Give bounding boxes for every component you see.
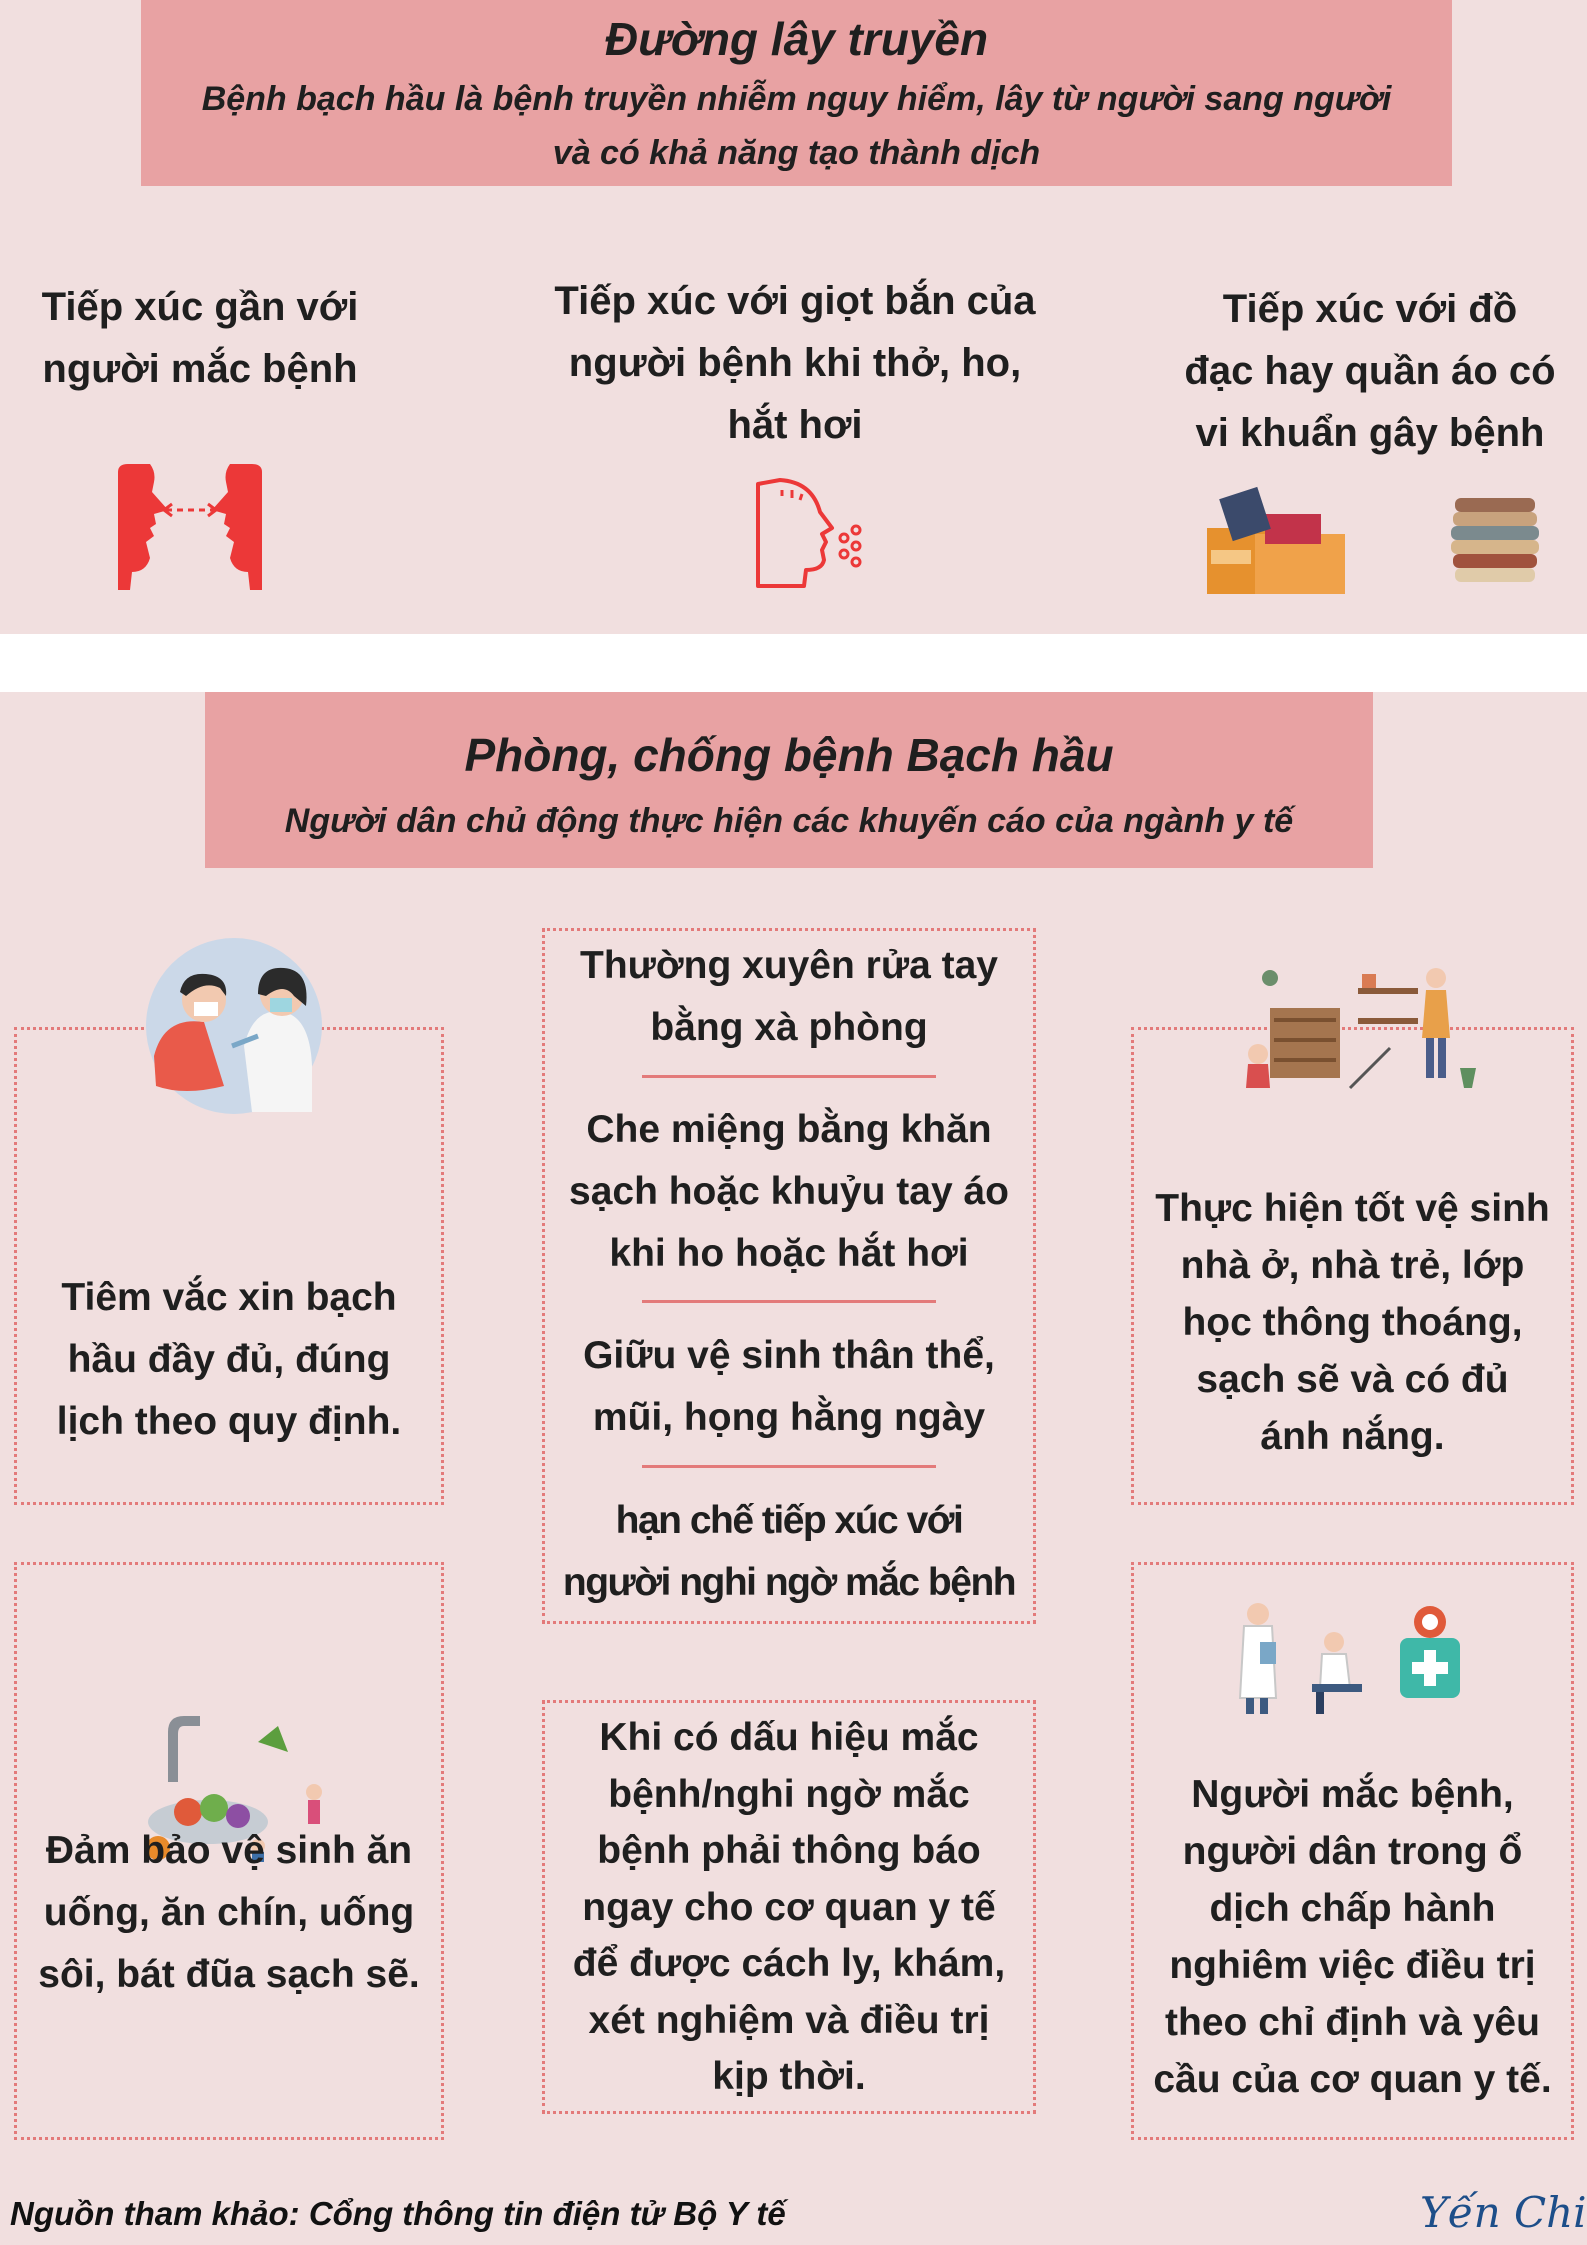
prevention-title: Phòng, chống bệnh Bạch hầu [464,729,1114,781]
vaccine-text: Tiêm vắc xin bạch hầu đầy đủ, đúng lịch theo quy định. [56,1276,402,1443]
hygiene-item-cover-mouth: Che miệng bằng khăn sạch hoặc khuỷu tay áo khi ho hoặc hắt hơi [569,1108,1009,1275]
transmission-title: Đường lây truyền [604,13,989,65]
hygiene-item-body: Giữu vệ sinh thân thể, mũi, họng hằng ngày [583,1334,995,1439]
hygiene-item-limit-contact: hạn chế tiếp xúc với người nghi ngờ mắc bệnh [562,1499,1016,1604]
route-objects: Tiếp xúc với đồ đạc hay quần áo có vi khuẩn gây bệnh [1184,287,1556,455]
vaccination-icon [134,936,334,1116]
sneeze-face-icon [752,476,872,590]
cleaning-house-icon [1240,958,1480,1098]
transmission-banner [141,0,1452,186]
section-gap [0,634,1587,692]
hygiene-item-handwash: Thường xuyên rửa tay bằng xà phòng [580,944,998,1049]
divider [642,1300,936,1303]
transmission-subtitle-1: Bệnh bạch hầu là bệnh truyền nhiễm nguy hiểm, lây từ người sang người [201,80,1392,118]
route-close-contact: Tiếp xúc gần với người mắc bệnh [41,285,359,391]
divider [642,1075,936,1078]
two-faces-icon [110,462,270,592]
author-signature: Yến Chi [1420,2188,1587,2237]
food-hygiene-text: Đảm bảo vệ sinh ăn uống, ăn chín, uống sôi, bát đũa sạch sẽ. [38,1829,420,1996]
home-hygiene-text: Thực hiện tốt vệ sinh nhà ở, nhà trẻ, lớp học thông thoáng, sạch sẽ và có đủ ánh nắng. [1155,1187,1550,1458]
divider [642,1465,936,1468]
boxes-clothes-icon [1205,478,1545,600]
treatment-text: Người mắc bệnh, người dân trong ổ dịch chấp hành nghiêm việc điều trị theo chỉ định và yêu cầu của cơ quan y tế. [1153,1773,1552,2101]
source-citation: Nguồn tham khảo: Cổng thông tin điện tử Bộ Y tế [10,2195,786,2232]
prevention-subtitle: Người dân chủ động thực hiện các khuyến cáo của ngành y tế [284,802,1294,840]
doctor-patient-icon [1230,1598,1470,1718]
route-droplets: Tiếp xúc với giọt bắn của người bệnh khi thở, ho, hắt hơi [554,279,1036,447]
prevention-banner [205,692,1373,868]
transmission-subtitle-2: và có khả năng tạo thành dịch [552,134,1041,172]
report-text: Khi có dấu hiệu mắc bệnh/nghi ngờ mắc bệnh phải thông báo ngay cho cơ quan y tế để được cách ly, khám, xét nghiệm và điều trị kịp thời. [572,1716,1006,2098]
